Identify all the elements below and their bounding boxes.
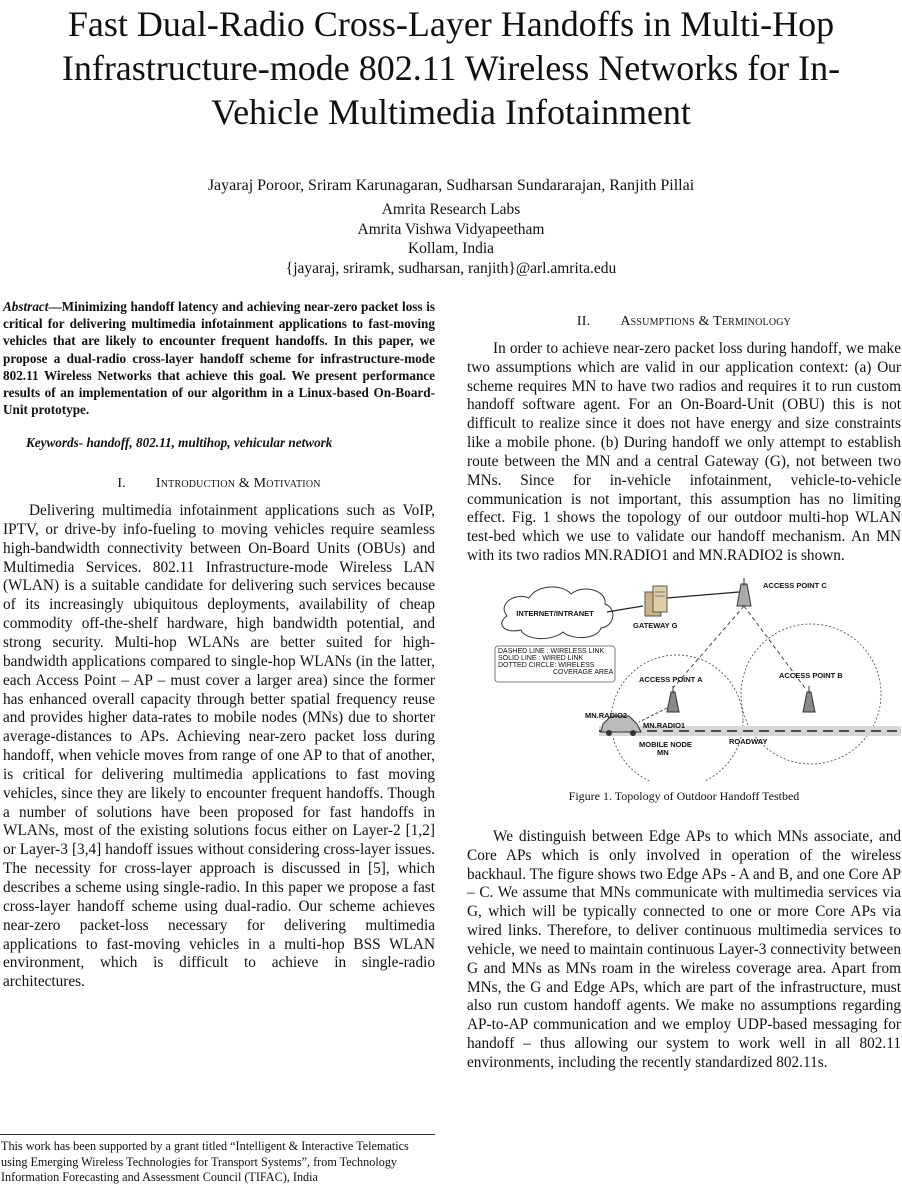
radio2-label: MN.RADIO2 (585, 710, 628, 720)
paper-title (0, 2, 902, 134)
access-point-c-icon (737, 578, 751, 606)
section-body: We distinguish between Edge APs to which MNs associate, and Core APs which is only involved in operation of the wireless backhaul. The figure shows two Edge APs - A and B, and one Core AP – C. We assume that MNs communicate with multimedia services via G, which will be typically connected to one or more Core APs via wired links. Therefore, to deliver continuous multimedia services to vehicle, we need to maintain continuous Layer-3 connectivity between G and MNs as MNs roam in the wireless coverage area. Apart from MNs, the G and Edge APs, which are part of the infrastructure, must also run custom handoff agents. We make no assumptions regarding AP-to-AP communication and we employ UDP-based messaging for handoff – thus allowing our system to work well in all 802.11 environments, including the recently standardized 802.11s. (467, 827, 901, 1071)
section-title: Assumptions & Terminology (620, 314, 792, 329)
section-heading (467, 313, 901, 332)
mobile-node-label: MN (657, 747, 669, 757)
section-title: Introduction & Motivation (155, 476, 321, 492)
figure-caption: Figure 1. Topology of Outdoor Handoff Testbed (568, 788, 800, 803)
section-heading (3, 475, 435, 494)
internet-label: INTERNET/INTRANET (516, 608, 594, 618)
topology-figure (467, 576, 901, 781)
ap-b-label: ACCESS POINT B (779, 670, 843, 680)
radio1-label: MN.RADIO1 (643, 720, 686, 730)
left-column (3, 298, 435, 992)
gateway-label: GATEWAY G (633, 620, 678, 630)
gateway-server-icon (645, 586, 667, 616)
abstract (3, 298, 435, 418)
access-point-b-icon (803, 686, 815, 712)
access-point-a-icon (667, 686, 679, 712)
affiliation-line: Kollam, India (407, 240, 495, 257)
title-line: Vehicle Multimedia Infotainment (211, 92, 691, 132)
mobile-node-label: MOBILE NODE (639, 739, 692, 749)
section-body: In order to achieve near-zero packet loss during handoff, we make two assumptions which are valid in our application context: (a) Our scheme requires MN to have two radios and requires it to run custom handoff software agent. For an On-Board-Unit (OBU) this is not difficult to realize since it does not have energy and size constraints like a mobile phone. (b) During handoff we only attempt to establish route between the MN and a central Gateway (G), not between two MNs. Since for in-vehicle infotainment, vehicle-to-vehicle communication is not important, this assumption has no limiting effect. Fig. 1 shows the topology of our outdoor multi-hop WLAN test-bed which we use to validate our handoff mechanism. An MN with its two radios MN.RADIO1 and MN.RADIO2 is shown. (467, 339, 901, 565)
abstract-text: —Minimizing handoff latency and achieving near-zero packet loss is critical for delivering multimedia infotainment applications to fast-moving vehicles that are likely to encounter frequent handoffs. In this paper, we propose a dual-radio cross-layer handoff scheme for infrastructure-mode 802.11 Wireless Networks that achieve this goal. We present performance results of an implementation of our algorithm in a Linux-based On-Board-Unit prototype. (3, 299, 435, 418)
footnote-divider (0, 1134, 435, 1135)
footnote: This work has been supported by a grant titled “Intelligent & Interactive Telematics using Emerging Wireless Technologies for Transport Systems”, from Technology Information Forecasting and Assessment Council (TIFAC), India (1, 1139, 409, 1184)
ap-c-label: ACCESS POINT C (763, 580, 827, 590)
affiliation-email: {jayaraj, sriramk, sudharsan, ranjith}@arl.amrita.edu (285, 259, 617, 277)
title-line: Infrastructure-mode 802.11 Wireless Networks for In- (61, 48, 841, 88)
affiliation (0, 200, 902, 278)
topology-diagram (467, 576, 901, 781)
section-number: I. (117, 476, 126, 492)
right-column (467, 313, 901, 1073)
affiliation-line: Amrita Vishwa Vidyapeetham (357, 220, 545, 238)
abstract-lead: Abstract (3, 299, 49, 314)
ap-a-label: ACCESS POINT A (639, 674, 703, 684)
author-list: Jayaraj Poroor, Sriram Karunagaran, Sudharsan Sundararajan, Ranjith Pillai (207, 177, 695, 194)
section-number: II. (576, 314, 591, 329)
legend-line: DASHED LINE : WIRELESS LINK (498, 647, 605, 655)
keywords: Keywords- handoff, 802.11, multihop, vehicular network (26, 435, 333, 451)
title-line: Fast Dual-Radio Cross-Layer Handoffs in Multi-Hop (67, 4, 835, 44)
section-body: Delivering multimedia infotainment applications such as VoIP, IPTV, or drive-by info-fueling to moving vehicles require seamless high-bandwidth connectivity between On-Board Units (OBUs) and Multimedia Services. 802.11 Infrastructure-mode Wireless LAN (WLAN) is a suitable candidate for delivering such services because of its increasingly ubiquitous deployments, availability of cheap commodity off-the-shelf hardware, high bandwidth potential, and strong security. Multi-hop WLANs are better suited for high-bandwidth applications compared to single-hop WLANs (in the latter, each Access Point – AP – must cover a larger area) since the former has enhanced overall capacity through better spatial frequency reuse and provides higher data-rates to mobile nodes (MNs) due to shorter average-distances to APs. Achieving near-zero packet loss during handoff, when vehicle moves from range of one AP to that of another, is critical for delivering multimedia applications to fast moving vehicles, since they are likely to encounter frequent handoffs. Though a number of solutions have been proposed for fast handoffs in WLANs, most of the existing solutions focus either on Layer-2 [1,2] or Layer-3 [3,4] handoff issues without considering cross-layer issues. The necessity for cross-layer approach is discussed in [5], which describes a scheme using single-radio. In this paper we propose a fast cross-layer handoff scheme using dual-radio. Our scheme achieves near-zero packet-loss necessary for delivering multimedia applications to fast-moving vehicles in a multi-hop BSS WLAN environment, which is difficult to achieve in single-radio architectures. (3, 502, 435, 991)
legend-line: DOTTED CIRCLE: WIRELESS (498, 661, 595, 669)
legend-line: COVERAGE AREA (553, 668, 614, 676)
legend-line: SOLID LINE : WIRED LINK (498, 654, 584, 662)
affiliation-line: Amrita Research Labs (381, 201, 521, 218)
roadway-label: ROADWAY (729, 736, 768, 746)
